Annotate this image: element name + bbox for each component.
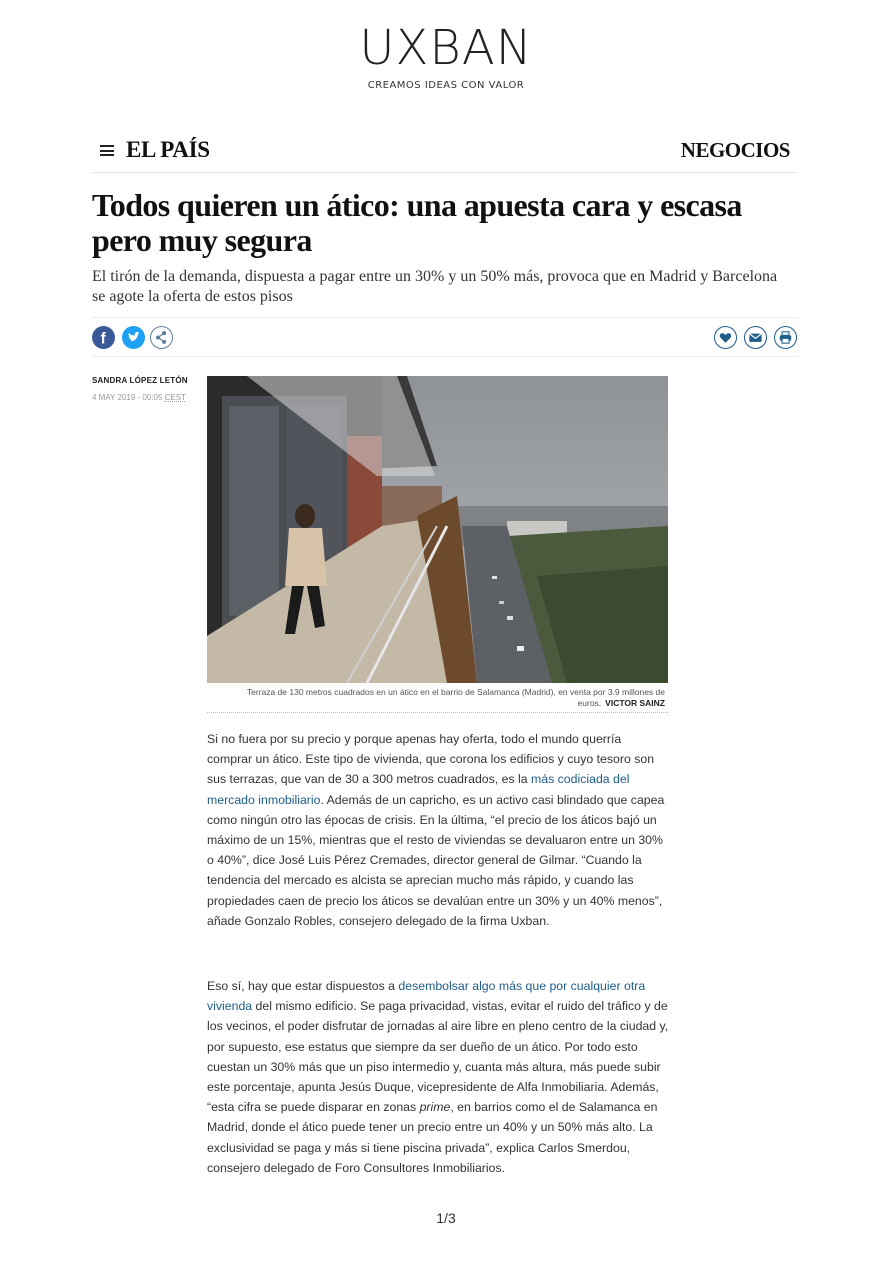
article-author[interactable]: SANDRA LÓPEZ LETÓN	[92, 376, 188, 385]
article-paragraph-2	[207, 976, 669, 1178]
paragraph-text: Eso sí, hay que estar dispuestos a	[207, 979, 399, 993]
paragraph-text: . Además de un capricho, es un activo casi blindado que capea como ningún otro las épocas de crisis. En la última, “el precio de los áticos bajó un máximo de un 15%, mientras que el resto de viviendas se devaluaron entre un 30% o 40%”, dice José Luis Pérez Cremades, director general de Gilmar. “Cuando la tendencia del mercado es alcista se aprecian mucho más rápido, y cuando las propiedades caen de precio los áticos se devalúan entre un 30% y un 40% menos”, añade Gonzalo Robles, consejero delegado de la firma Uxban.	[207, 792, 665, 928]
twitter-icon[interactable]	[122, 326, 145, 349]
print-icon[interactable]	[774, 326, 797, 349]
article-date	[92, 393, 186, 402]
hamburger-menu-icon[interactable]	[100, 145, 114, 156]
site-logo[interactable]: EL PAÍS	[126, 137, 210, 162]
article-photo	[207, 376, 668, 683]
facebook-icon[interactable]	[92, 326, 115, 349]
paragraph-text: del mismo edificio. Se paga privacidad, vistas, evitar el ruido del tráfico y de los vecinos, el poder disfrutar de jornadas al aire libre en pleno centro de la ciudad y, por supuesto, ese estatus que siempre da ser dueño de un ático. Por todo esto cuestan un 30% más que un piso intermedio y, cuanta más altura, más puede subir este porcentaje, apunta Jesús Duque, vicepresidente de Alfa Inmobiliaria. Además, “esta cifra se puede disparar en zonas	[207, 999, 669, 1115]
article-link[interactable]: desembolsar algo más que por cualquier otra vivienda	[207, 979, 646, 1014]
share-bar	[92, 317, 798, 357]
brand-name: UXBAN	[359, 20, 533, 76]
section-title[interactable]: NEGOCIOS	[680, 138, 790, 162]
heart-icon[interactable]	[714, 326, 737, 349]
article-headline: Todos quieren un ático: una apuesta cara y escasa pero muy segura	[92, 187, 742, 258]
email-icon[interactable]	[744, 326, 767, 349]
paragraph-text: , en barrios como el de Salamanca en Madrid, donde el ático puede tener un precio entre un 40% y un 50% más alto. La exclusividad se paga y más si tiene piscina privada”, explica Carlos Smerdou, consejero delegado de Foro Consultores Inmobiliarios.	[207, 1100, 658, 1175]
timezone: CEST	[164, 393, 186, 402]
emphasis-text: prime	[419, 1100, 451, 1115]
date-text: 4 MAY 2019 - 00:05	[92, 393, 163, 402]
photo-caption	[207, 687, 665, 709]
share-icon[interactable]	[150, 326, 173, 349]
article-subheadline: El tirón de la demanda, dispuesta a pagar entre un 30% y un 50% más, provoca que en Madrid y Barcelona se agote la oferta de estos pisos	[92, 268, 778, 305]
paragraph-text: Si no fuera por su precio y porque apenas hay oferta, todo el mundo querría comprar un ático. Este tipo de vivienda, que corona los edificios y cuyo tesoro son sus terrazas, que van de 30 a 300 metros cuadrados, es la	[207, 732, 655, 787]
uxban-brand	[0, 22, 892, 91]
svg-text:f: f	[100, 330, 106, 348]
site-header	[92, 134, 798, 173]
article-link[interactable]: más codiciada del mercado inmobiliario	[207, 772, 630, 807]
photo-credit: VICTOR SAINZ	[605, 698, 665, 708]
page-number: 1/3	[436, 1210, 456, 1226]
article-paragraph-1	[207, 729, 669, 931]
caption-text: Terraza de 130 metros cuadrados en un ático en el barrio de Salamanca (Madrid), en venta por 3.9 millones de euros.	[246, 687, 665, 708]
brand-tagline: CREAMOS IDEAS CON VALOR	[367, 80, 525, 91]
caption-divider	[207, 712, 668, 713]
